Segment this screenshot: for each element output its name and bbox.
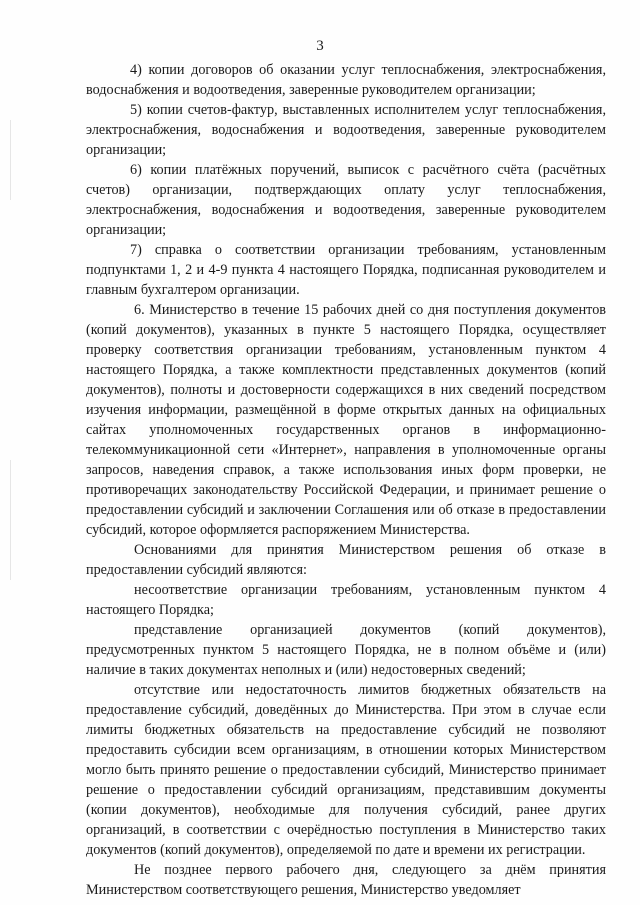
page-number: 3 <box>316 38 324 54</box>
paragraph-ground-1: несоответствие организации требованиям, установленным пунктом 4 настоящего Порядка; <box>86 582 606 618</box>
scan-margin-mark <box>10 120 11 200</box>
paragraph-section-6: 6. Министерство в течение 15 рабочих дней со дня поступления документов (копий документов), указанных в пункте 5 настоящего Порядка, осуществляет проверку соответствия организации требованиям, установленным пунктом 4 настоящего Порядка, а также комплектности представленных документов (копий документов), полноты и достоверности содержащихся в них сведений посредством изучения информации, размещённой в форме открытых данных на официальных сайтах уполномоченных государственных органов в информационно-телекоммуникационной сети «Интернет», направления в уполномоченные органы запросов, наведения справок, а также использования иных форм проверки, не противоречащих законодательству Российской Федерации, и принимает решение о предоставлении субсидий и заключении Соглашения или об отказе в предоставлении субсидий, которое оформляется распоряжением Министерства. <box>86 302 606 538</box>
paragraph-item-6: 6) копии платёжных поручений, выписок с расчётного счёта (расчётных счетов) организации, подтверждающих оплату услуг теплоснабжения, электроснабжения, водоснабжения и водоотведения, заверенные руководителем организации; <box>86 162 606 238</box>
paragraph-refusal-grounds: Основаниями для принятия Министерством решения об отказе в предоставлении субсидий являются: <box>86 542 606 578</box>
paragraph-item-4: 4) копии договоров об оказании услуг теплоснабжения, электроснабжения, водоснабжения и водоотведения, заверенные руководителем организации; <box>86 62 606 98</box>
document-body <box>86 60 606 900</box>
scan-margin-mark <box>10 460 11 580</box>
paragraph-item-5: 5) копии счетов-фактур, выставленных исполнителем услуг теплоснабжения, электроснабжения, водоснабжения и водоотведения, заверенные руководителем организации; <box>86 102 606 158</box>
paragraph-ground-3: отсутствие или недостаточность лимитов бюджетных обязательств на предоставление субсидий, доведённых до Министерства. При этом в случае если лимиты бюджетных обязательств на предоставление субсидий не позволяют предоставить субсидии всем организациям, в отношении которых Министерством могло быть принято решение о предоставлении субсидий, Министерство принимает решение о предоставлении субсидий организациям, представившим документы (копии документов), необходимые для получения субсидий, ранее других организаций, в соответствии с очерёдностью поступления в Министерство таких документов (копий документов), определяемой по дате и времени их регистрации. <box>86 682 606 858</box>
paragraph-item-7: 7) справка о соответствии организации требованиям, установленным подпунктами 1, 2 и 4-9 пункта 4 настоящего Порядка, подписанная руководителем и главным бухгалтером организации. <box>86 242 606 298</box>
paragraph-ground-2: представление организацией документов (копий документов), предусмотренных пунктом 5 настоящего Порядка, не в полном объёме и (или) наличие в таких документах неполных и (или) недостоверных сведений; <box>86 622 606 678</box>
paragraph-notification: Не позднее первого рабочего дня, следующего за днём принятия Министерством соответствующего решения, Министерство уведомляет <box>86 862 606 898</box>
